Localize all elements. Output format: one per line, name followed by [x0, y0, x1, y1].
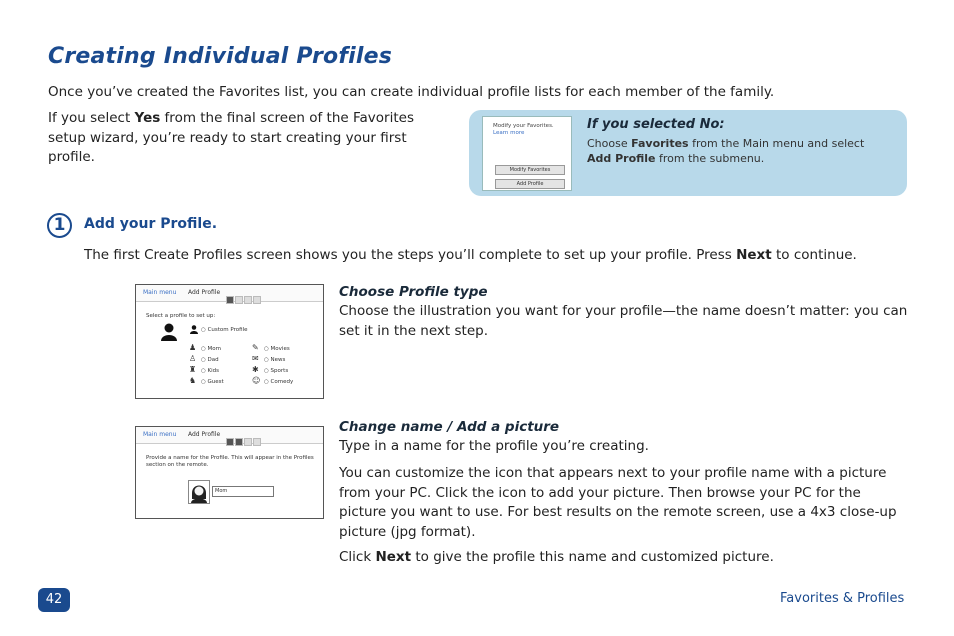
page-title: Creating Individual Profiles	[48, 44, 393, 69]
shot-text-line1: Modify your Favorites.	[493, 123, 554, 129]
section2-body3-bold: Next	[375, 549, 412, 565]
section2-body2: You can customize the icon that appears next to your profile name with a picture from your PC. Click the icon to add your picture. Then browse your PC for the picture you want to use. For best results on the remote screen, use a 4x3 close-up picture (jpg format).	[339, 465, 897, 540]
silhouette-icon	[161, 323, 177, 341]
shot-add-profile-button: Add Profile	[495, 179, 565, 189]
section2-body1: Type in a name for the profile you’re creating.	[339, 438, 649, 454]
section2-body3	[339, 548, 909, 568]
shot1-right-option: ○ News	[264, 357, 286, 363]
shot1-right-option: ○ Movies	[264, 346, 290, 352]
section2-body3-pre: Click	[339, 549, 376, 565]
shot1-prompt: Select a profile to set up:	[146, 313, 216, 319]
shot1-left-option: ○ Guest	[201, 379, 224, 385]
callout-bold-add-profile: Add Profile	[587, 152, 656, 165]
callout-text-2: from the Main menu and select	[688, 137, 865, 150]
shot1-left-option: ○ Dad	[201, 357, 219, 363]
yes-text-post: from the final screen of the Favorites setup wizard, you’re ready to start creating your first profile.	[48, 110, 414, 165]
callout-text-3: from the submenu.	[655, 152, 765, 165]
shot-modify-favorites-button: Modify Favorites	[495, 165, 565, 175]
shot1-main-menu: Main menu	[143, 289, 177, 296]
woman-face-icon	[189, 481, 209, 503]
shot1-right-option: ○ Sports	[264, 368, 289, 374]
shot1-right-option-icon: ☺	[252, 376, 261, 385]
shot1-left-option-icon: ♞	[189, 376, 197, 385]
shot2-main-menu: Main menu	[143, 431, 177, 438]
shot1-custom-label: Custom Profile	[207, 327, 248, 333]
yes-text-pre: If you select	[48, 110, 135, 126]
footer-section-name: Favorites & Profiles	[780, 591, 905, 606]
shot1-right-option-icon: ✎	[252, 343, 259, 352]
favorites-screenshot	[482, 116, 572, 191]
callout-title: If you selected No:	[587, 117, 725, 132]
shot2-field-value: Mom	[215, 488, 228, 494]
shot1-left-option-icon: ♟	[189, 343, 197, 352]
callout-body	[587, 136, 887, 166]
shot1-right-option: ○ Comedy	[264, 379, 294, 385]
shot-learn-more-link: Learn more	[493, 130, 525, 136]
shot2-crumb: Add Profile	[188, 431, 221, 438]
step-desc-pre: The first Create Profiles screen shows you the steps you’ll complete to set up your profile. Press	[84, 247, 737, 263]
shot1-header	[136, 285, 323, 302]
shot1-custom-option: ○ Custom Profile	[201, 327, 248, 333]
page-number: 42	[38, 588, 70, 612]
shot2-prompt: Provide a name for the Profile. This will appear in the Profiles section on the remote.	[146, 455, 314, 468]
section1-title: Choose Profile type	[339, 284, 488, 300]
shot1-crumb: Add Profile	[188, 289, 221, 296]
callout-text-1: Choose	[587, 137, 632, 150]
shot1-right-option-icon: ✱	[252, 365, 259, 374]
callout-bold-favorites: Favorites	[631, 137, 689, 150]
custom-profile-icon	[190, 325, 198, 334]
step-desc-post: to continue.	[771, 247, 857, 263]
intro-paragraph: Once you’ve created the Favorites list, you can create individual profile lists for each member of the family.	[48, 84, 775, 100]
section1-body: Choose the illustration you want for your profile—the name doesn’t matter: you can set it in the next step.	[339, 303, 908, 339]
section2-body3-post: to give the profile this name and customized picture.	[411, 549, 774, 565]
shot1-left-option-icon: ♙	[189, 354, 197, 363]
profile-picture-icon	[188, 480, 210, 504]
shot1-step-dots	[226, 289, 262, 308]
profile-name-field	[212, 486, 274, 497]
yes-paragraph	[48, 109, 448, 168]
step-desc-bold: Next	[736, 247, 772, 263]
step-description	[84, 246, 924, 266]
step-label: Add your Profile.	[84, 216, 218, 232]
shot1-left-option: ○ Mom	[201, 346, 222, 352]
shot1-right-option-icon: ✉	[252, 354, 259, 363]
step-number-badge: 1	[47, 213, 72, 238]
yes-text-bold: Yes	[134, 110, 161, 126]
choose-profile-screenshot	[135, 284, 324, 399]
shot2-step-dots	[226, 431, 262, 450]
callout-box	[469, 110, 907, 196]
shot1-left-option: ○ Kids	[201, 368, 220, 374]
shot2-header	[136, 427, 323, 444]
change-name-screenshot	[135, 426, 324, 519]
section2-title: Change name / Add a picture	[339, 419, 560, 435]
shot1-left-option-icon: ♜	[189, 365, 197, 374]
